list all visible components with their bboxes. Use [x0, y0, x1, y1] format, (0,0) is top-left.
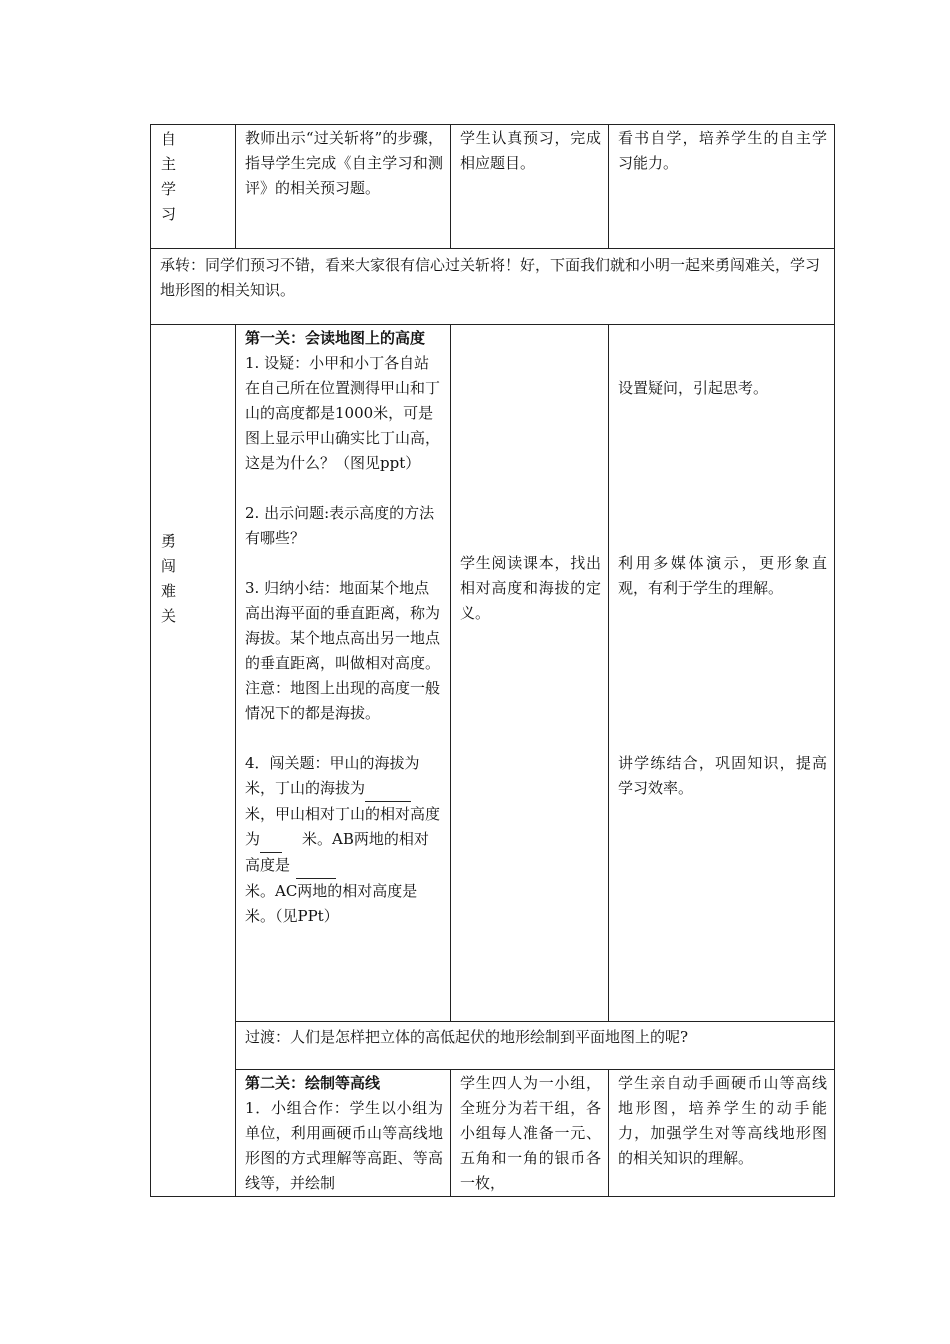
design-intent-text: 看书自学，培养学生的自主学习能力。	[618, 129, 827, 172]
answer-blank	[365, 776, 411, 802]
question-4-text-a: 4．闯关题：甲山的海拔为米，丁山的海拔为	[245, 754, 420, 797]
student-activity-cell	[451, 325, 609, 1022]
section-label-text: 自主学习	[161, 130, 177, 223]
teacher-activity-cell	[236, 125, 451, 249]
design-intent-1: 设置疑问，引起思考。	[618, 379, 769, 397]
teacher-activity-cell	[236, 325, 451, 1022]
design-intent-2: 利用多媒体演示，更形象直观，有利于学生的理解。	[618, 554, 827, 597]
transition-text: 过渡：人们是怎样把立体的高低起伏的地形绘制到平面地图上的呢?	[245, 1028, 689, 1046]
question-4-part-a	[245, 751, 443, 802]
section-label-cell	[151, 325, 236, 1197]
transition-text: 承转：同学们预习不错，看来大家很有信心过关斩将！好，下面我们就和小明一起来勇闯难关，学习地形图的相关知识。	[160, 256, 821, 299]
question-2: 2. 出示问题:表示高度的方法有哪些？	[245, 504, 435, 547]
design-intent-cell	[609, 125, 835, 249]
transition-cell	[151, 249, 835, 325]
teacher-activity-text: 教师出示“过关斩将”的步骤，指导学生完成《自主学习和测评》的相关预习题。	[245, 129, 443, 197]
design-intent-cell	[609, 1070, 835, 1197]
teacher-activity-text: 1．小组合作：学生以小组为单位，利用画硬币山等高线地形图的方式理解等高距、等高线等，并绘制	[245, 1099, 443, 1192]
table-row-level-2	[151, 1070, 835, 1197]
lesson-plan-table	[150, 124, 835, 1197]
level-1-title: 第一关：会读地图上的高度	[245, 329, 426, 347]
answer-blank	[260, 827, 282, 853]
student-activity-text: 学生阅读课本，找出相对高度和海拔的定义。	[460, 554, 601, 622]
question-4-part-d: 米。AC两地的相对高度是米。（见PPt）	[245, 882, 418, 925]
section-label-text: 勇闯难关	[161, 532, 177, 625]
student-activity-cell	[451, 1070, 609, 1197]
section-label-self-study	[151, 125, 235, 227]
design-intent-cell	[609, 325, 835, 1022]
section-label-cell	[151, 125, 236, 249]
transition-cell	[236, 1022, 835, 1070]
table-row-transition-2	[151, 1022, 835, 1070]
student-activity-cell	[451, 125, 609, 249]
table-row-challenge	[151, 325, 835, 1022]
design-intent-3: 讲学练结合，巩固知识，提高学习效率。	[618, 754, 827, 797]
question-4-text-b: 米，甲山相对丁山的相对高度为	[245, 805, 441, 848]
student-activity-text: 学生四人为一小组，全班分为若干组，各小组每人准备一元、五角和一角的银币各一枚，	[460, 1074, 601, 1192]
section-label-challenge	[151, 325, 235, 629]
note-text: 注意：地图上出现的高度一般情况下的都是海拔。	[245, 679, 441, 722]
question-4-text-c: 米。AB两地的相对高度是	[245, 830, 429, 874]
table-row-transition-1	[151, 249, 835, 325]
teacher-activity-cell	[236, 1070, 451, 1197]
design-intent-text: 学生亲自动手画硬币山等高线地形图，培养学生的动手能力，加强学生对等高线地形图的相关知识的理解。	[618, 1074, 827, 1167]
student-activity-text: 学生认真预习，完成相应题目。	[460, 129, 601, 172]
answer-blank	[296, 853, 336, 879]
question-4-part-b	[245, 802, 443, 879]
question-3: 3. 归纳小结：地面某个地点高出海平面的垂直距离，称为海拔。某个地点高出另一地点的垂直距离，叫做相对高度。	[245, 579, 441, 672]
level-2-title: 第二关：绘制等高线	[245, 1074, 381, 1092]
table-row-self-study	[151, 125, 835, 249]
question-1: 1. 设疑：小甲和小丁各自站在自己所在位置测得甲山和丁山的高度都是1000米，可是图上显示甲山确实比丁山高，这是为什么？（图见ppt）	[245, 354, 441, 472]
